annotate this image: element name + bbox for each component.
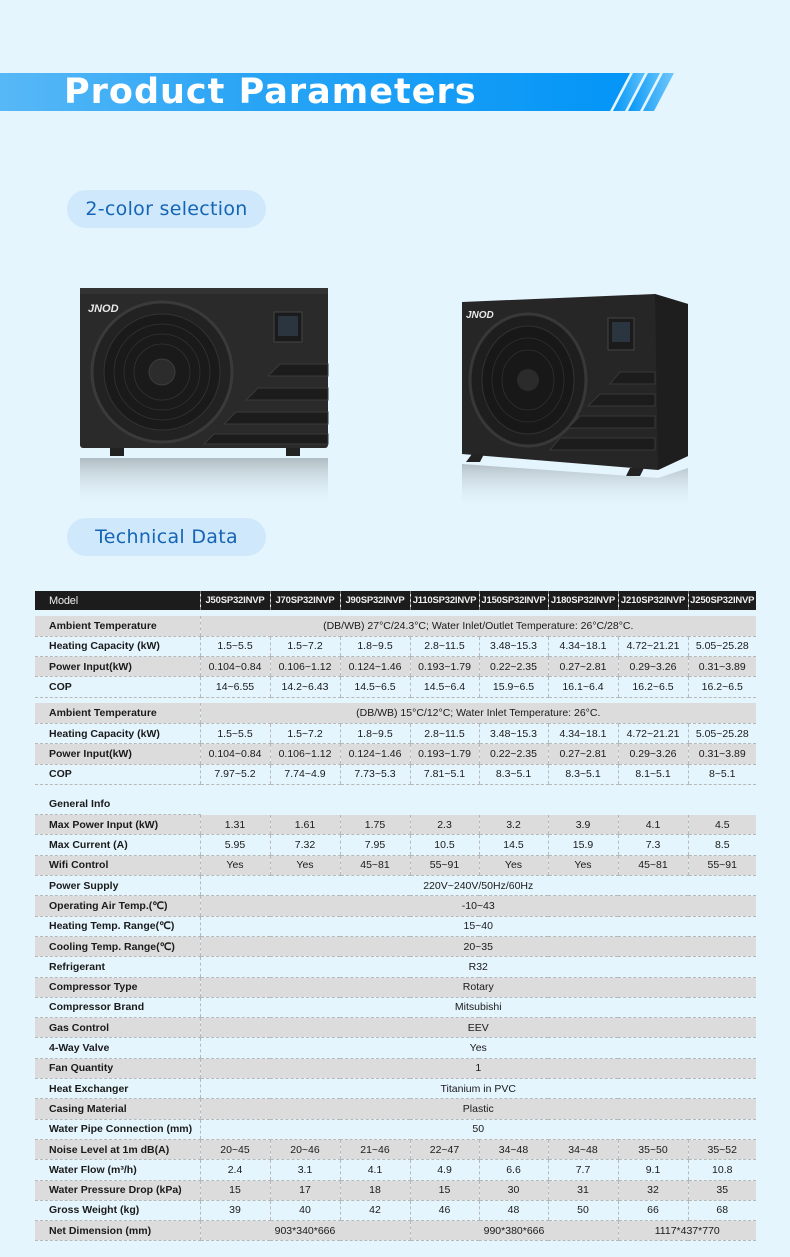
cell-value: 8.1~5.1: [618, 764, 688, 784]
row-label: Fan Quantity: [35, 1058, 200, 1078]
shared-cell-value: 220V~240V/50Hz/60Hz: [200, 876, 756, 896]
cell-value: 0.193~1.79: [410, 744, 479, 764]
row-label: COP: [35, 677, 200, 697]
cell-value: 42: [340, 1200, 410, 1220]
cell-value: 45~81: [340, 855, 410, 875]
row-label: Power Supply: [35, 876, 200, 896]
table-row: [35, 677, 756, 697]
banner-stripes-decoration: [600, 73, 680, 111]
table-row: [35, 835, 756, 855]
shared-cell-value: Rotary: [200, 977, 756, 997]
cell-value: 0.29~3.26: [618, 744, 688, 764]
cell-value: 35~50: [618, 1139, 688, 1159]
cell-value: 16.1~6.4: [548, 677, 618, 697]
cell-value: 68: [688, 1200, 756, 1220]
table-row: [35, 1079, 756, 1099]
shared-cell-value: Yes: [200, 1038, 756, 1058]
row-label: Heating Capacity (kW): [35, 636, 200, 656]
cell-value: 15: [200, 1180, 270, 1200]
cell-value: 0.193~1.79: [410, 657, 479, 677]
cell-value: 5.05~25.28: [688, 636, 756, 656]
shared-cell-value: 15~40: [200, 916, 756, 936]
row-label: Operating Air Temp.(℃): [35, 896, 200, 916]
cell-value: 1.75: [340, 815, 410, 835]
shared-cell-value: -10~43: [200, 896, 756, 916]
cell-value: 7.97~5.2: [200, 764, 270, 784]
table-row: [35, 1200, 756, 1220]
table-row: [35, 636, 756, 656]
cell-value: 30: [479, 1180, 548, 1200]
technical-data-heading: Technical Data: [67, 518, 266, 556]
header-model-name: J180SP32INVP: [548, 591, 618, 610]
cell-value: 14.5~6.5: [340, 677, 410, 697]
cell-value: 3.48~15.3: [479, 636, 548, 656]
cell-value: 14.5~6.4: [410, 677, 479, 697]
table-row: [35, 1099, 756, 1119]
cell-value: 5.95: [200, 835, 270, 855]
cell-value: 0.104~0.84: [200, 744, 270, 764]
cell-value: Yes: [548, 855, 618, 875]
cell-value: 22~47: [410, 1139, 479, 1159]
cell-value: 48: [479, 1200, 548, 1220]
cell-value: 55~91: [688, 855, 756, 875]
row-label: Cooling Temp. Range(℃): [35, 936, 200, 956]
shared-cell-value: 50: [200, 1119, 756, 1139]
cell-value: 34~48: [479, 1139, 548, 1159]
table-row: [35, 936, 756, 956]
row-label: Wifi Control: [35, 855, 200, 875]
table-row: [35, 916, 756, 936]
cell-value: 4.1: [618, 815, 688, 835]
cell-value: 4.5: [688, 815, 756, 835]
row-label: Heating Temp. Range(℃): [35, 916, 200, 936]
cell-value: 20~46: [270, 1139, 340, 1159]
cell-value: 35~52: [688, 1139, 756, 1159]
shared-cell-value: R32: [200, 957, 756, 977]
table-row: [35, 896, 756, 916]
cell-value: 39: [200, 1200, 270, 1220]
cell-value: 8~5.1: [688, 764, 756, 784]
header-model-name: J110SP32INVP: [410, 591, 479, 610]
cell-value: 15.9: [548, 835, 618, 855]
cell-value: 0.29~3.26: [618, 657, 688, 677]
cell-value: 17: [270, 1180, 340, 1200]
cell-value: 31: [548, 1180, 618, 1200]
header-model-name: J210SP32INVP: [618, 591, 688, 610]
table-row: [35, 855, 756, 875]
row-label: Casing Material: [35, 1099, 200, 1119]
ambient-condition-value: (DB/WB) 15°C/12°C; Water Inlet Temperature: 26°C.: [200, 703, 756, 723]
ambient-condition-value: (DB/WB) 27°C/24.3°C; Water Inlet/Outlet Temperature: 26°C/28°C.: [200, 616, 756, 636]
table-row: [35, 1038, 756, 1058]
cell-value: 1.5~5.5: [200, 723, 270, 743]
cell-value: 20~45: [200, 1139, 270, 1159]
cell-value: 10.5: [410, 835, 479, 855]
shared-cell-value: EEV: [200, 1018, 756, 1038]
cell-value: 4.72~21.21: [618, 636, 688, 656]
cell-value: 8.5: [688, 835, 756, 855]
cell-value: 9.1: [618, 1160, 688, 1180]
cell-value: 15: [410, 1180, 479, 1200]
table-row: [35, 997, 756, 1017]
cell-value: 2.8~11.5: [410, 723, 479, 743]
dimension-value: 990*380*666: [410, 1221, 618, 1241]
cell-value: 1.31: [200, 815, 270, 835]
cell-value: 2.4: [200, 1160, 270, 1180]
cell-value: 0.124~1.46: [340, 744, 410, 764]
cell-value: 0.106~1.12: [270, 744, 340, 764]
cell-value: Yes: [479, 855, 548, 875]
table-row: [35, 957, 756, 977]
cell-value: 35: [688, 1180, 756, 1200]
cell-value: 4.34~18.1: [548, 636, 618, 656]
shared-cell-value: Mitsubishi: [200, 997, 756, 1017]
cell-value: 21~46: [340, 1139, 410, 1159]
cell-value: 55~91: [410, 855, 479, 875]
cell-value: 3.48~15.3: [479, 723, 548, 743]
row-label: Compressor Type: [35, 977, 200, 997]
row-label: Power Input(kW): [35, 744, 200, 764]
cell-value: 2.3: [410, 815, 479, 835]
cell-value: 0.22~2.35: [479, 744, 548, 764]
heat-pump-angled-image: [450, 280, 700, 510]
table-row: [35, 1058, 756, 1078]
cell-value: Yes: [200, 855, 270, 875]
row-label: Noise Level at 1m dB(A): [35, 1139, 200, 1159]
net-dimension-row: [35, 1221, 756, 1241]
cell-value: 14.5: [479, 835, 548, 855]
cell-value: 0.104~0.84: [200, 657, 270, 677]
table-row: [35, 1139, 756, 1159]
row-label: COP: [35, 764, 200, 784]
cell-value: 5.05~25.28: [688, 723, 756, 743]
cell-value: 2.8~11.5: [410, 636, 479, 656]
section-row: [35, 794, 756, 814]
row-label: 4-Way Valve: [35, 1038, 200, 1058]
header-model-name: J150SP32INVP: [479, 591, 548, 610]
header-model-name: J50SP32INVP: [200, 591, 270, 610]
cell-value: 1.61: [270, 815, 340, 835]
cell-value: 4.34~18.1: [548, 723, 618, 743]
table-row: [35, 723, 756, 743]
row-label: Refrigerant: [35, 957, 200, 977]
row-label: Gross Weight (kg): [35, 1200, 200, 1220]
cell-value: 3.9: [548, 815, 618, 835]
dimension-value: 903*340*666: [200, 1221, 410, 1241]
cell-value: 3.1: [270, 1160, 340, 1180]
table-row: [35, 815, 756, 835]
cell-value: 7.95: [340, 835, 410, 855]
cell-value: 16.2~6.5: [618, 677, 688, 697]
shared-cell-value: Titanium in PVC: [200, 1079, 756, 1099]
row-label: Power Input(kW): [35, 657, 200, 677]
cell-value: 16.2~6.5: [688, 677, 756, 697]
cell-value: 8.3~5.1: [479, 764, 548, 784]
technical-data-table: [35, 591, 756, 1241]
table-row: [35, 1160, 756, 1180]
header-model-name: J250SP32INVP: [688, 591, 756, 610]
row-label: Heat Exchanger: [35, 1079, 200, 1099]
table-row: [35, 764, 756, 784]
cell-value: 46: [410, 1200, 479, 1220]
cell-value: Yes: [270, 855, 340, 875]
row-label: Compressor Brand: [35, 997, 200, 1017]
cell-value: 14.2~6.43: [270, 677, 340, 697]
page-title: Product Parameters: [64, 72, 477, 112]
cell-value: 1.5~7.2: [270, 723, 340, 743]
cell-value: 1.5~5.5: [200, 636, 270, 656]
row-label: Max Current (A): [35, 835, 200, 855]
brand-logo: JNOD: [466, 310, 494, 321]
cell-value: 0.31~3.89: [688, 744, 756, 764]
header-model-name: J70SP32INVP: [270, 591, 340, 610]
cell-value: 0.27~2.81: [548, 657, 618, 677]
row-label: Gas Control: [35, 1018, 200, 1038]
row-label: Water Flow (m³/h): [35, 1160, 200, 1180]
row-label: Max Power Input (kW): [35, 815, 200, 835]
table-row: [35, 1119, 756, 1139]
row-label: Water Pressure Drop (kPa): [35, 1180, 200, 1200]
spacer-row: [35, 784, 756, 794]
ambient-condition-row: [35, 616, 756, 636]
cell-value: 7.74~4.9: [270, 764, 340, 784]
row-label: Ambient Temperature: [35, 703, 200, 723]
dimension-value: 1117*437*770: [618, 1221, 756, 1241]
cell-value: 3.2: [479, 815, 548, 835]
cell-value: 0.27~2.81: [548, 744, 618, 764]
cell-value: 32: [618, 1180, 688, 1200]
cell-value: 1.8~9.5: [340, 723, 410, 743]
table-row: [35, 977, 756, 997]
cell-value: 0.31~3.89: [688, 657, 756, 677]
table-header-row: [35, 591, 756, 610]
cell-value: 0.124~1.46: [340, 657, 410, 677]
cell-value: 0.106~1.12: [270, 657, 340, 677]
cell-value: 1.5~7.2: [270, 636, 340, 656]
cell-value: 7.73~5.3: [340, 764, 410, 784]
cell-value: 1.8~9.5: [340, 636, 410, 656]
cell-value: 6.6: [479, 1160, 548, 1180]
cell-value: 50: [548, 1200, 618, 1220]
cell-value: 4.72~21.21: [618, 723, 688, 743]
cell-value: 34~48: [548, 1139, 618, 1159]
row-label: Ambient Temperature: [35, 616, 200, 636]
cell-value: 4.1: [340, 1160, 410, 1180]
table-row: [35, 1180, 756, 1200]
header-model-label: Model: [35, 591, 200, 610]
brand-logo: JNOD: [88, 303, 119, 315]
cell-value: 4.9: [410, 1160, 479, 1180]
cell-value: 7.81~5.1: [410, 764, 479, 784]
cell-value: 10.8: [688, 1160, 756, 1180]
table-row: [35, 657, 756, 677]
cell-value: 40: [270, 1200, 340, 1220]
shared-cell-value: 20~35: [200, 936, 756, 956]
cell-value: 18: [340, 1180, 410, 1200]
table-row: [35, 876, 756, 896]
cell-value: 45~81: [618, 855, 688, 875]
cell-value: 0.22~2.35: [479, 657, 548, 677]
general-info-heading: General Info: [35, 794, 200, 814]
shared-cell-value: Plastic: [200, 1099, 756, 1119]
cell-value: 8.3~5.1: [548, 764, 618, 784]
cell-value: 7.32: [270, 835, 340, 855]
heat-pump-front-image: [70, 280, 340, 510]
cell-value: 15.9~6.5: [479, 677, 548, 697]
cell-value: 7.3: [618, 835, 688, 855]
table-row: [35, 744, 756, 764]
row-label: Heating Capacity (kW): [35, 723, 200, 743]
row-label: Net Dimension (mm): [35, 1221, 200, 1241]
color-selection-heading: 2-color selection: [67, 190, 266, 228]
cell-value: 7.7: [548, 1160, 618, 1180]
table-row: [35, 1018, 756, 1038]
ambient-condition-row: [35, 703, 756, 723]
header-model-name: J90SP32INVP: [340, 591, 410, 610]
cell-value: 14~6.55: [200, 677, 270, 697]
shared-cell-value: 1: [200, 1058, 756, 1078]
row-label: Water Pipe Connection (mm): [35, 1119, 200, 1139]
cell-value: 66: [618, 1200, 688, 1220]
